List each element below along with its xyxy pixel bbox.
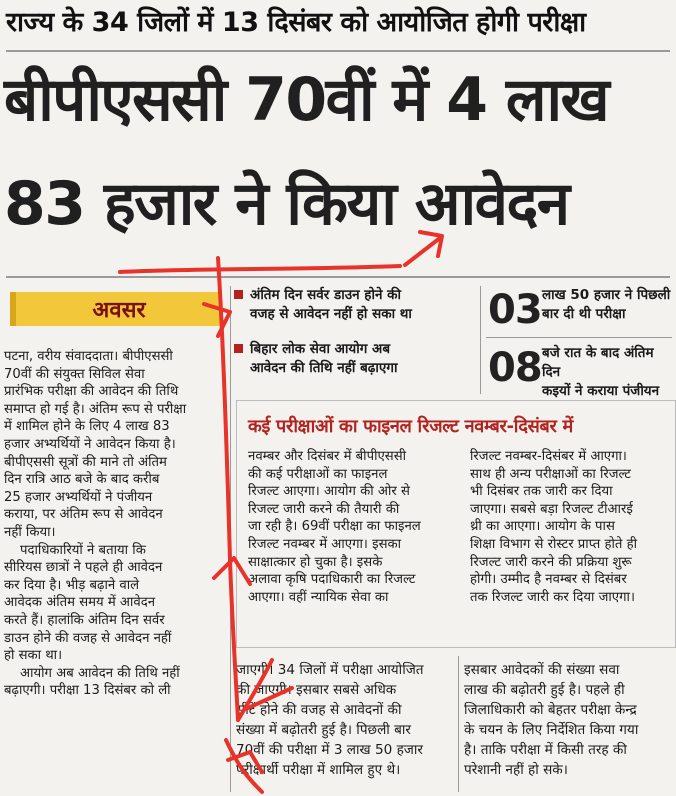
bullet-line: आवेदन की तिथि नहीं बढ़ाएगा: [250, 360, 398, 376]
text-line: जाएगा। सबसे बड़ा रिजल्ट टीआरई: [470, 501, 633, 517]
text-line: कर दिया है। भीड़ बढ़ाने वाले: [4, 577, 140, 593]
text-line: तक रिजल्ट जारी कर दिया जाएगा।: [470, 589, 635, 605]
text-line: परेशानी नहीं हो सके।: [464, 762, 568, 778]
text-line: थ्री का आएगा। आयोग के पास: [470, 519, 615, 535]
text-line: जाएगी। 34 जिलों में परीक्षा आयोजित: [236, 662, 424, 678]
bullet-point: [250, 340, 472, 378]
stat-number: 08: [488, 345, 542, 391]
text-line: 70वीं की परीक्षा में 3 लाख 50 हजार: [236, 742, 423, 758]
text-line: रिजल्ट आएगा। आयोग की ओर से: [248, 484, 410, 500]
text-line: रिजल्ट जारी करने की तैयारी की: [248, 501, 400, 517]
text-line: पटना, वरीय संवाददाता। बीपीएससी: [4, 349, 173, 364]
text-line: साथ ही अन्य परीक्षाओं का रिजल्ट: [470, 466, 631, 482]
stats-divider: [480, 286, 481, 394]
text-line: शिक्षा विभाग से रोस्टर प्राप्त होते ही: [470, 536, 638, 552]
text-line: 70वीं की संयुक्त सिविल सेवा: [4, 366, 145, 382]
text-line: के चयन के लिए निर्देशित किया गया: [464, 722, 639, 738]
text-line: आवेदक अंतिम समय में आवेदन: [4, 595, 156, 611]
divider: [6, 50, 670, 52]
text-line: इसबार आवेदकों की संख्या सवा: [464, 662, 620, 678]
text-line: आयोग अब आवेदन की तिथि नहीं: [20, 665, 180, 681]
text-line: समाप्त हो गई है। अंतिम रूप से परीक्षा: [4, 401, 187, 417]
text-line: बढ़ाएगी। परीक्षा 13 दिसंबर को ली: [4, 683, 171, 699]
text-line: परीक्षार्थी परीक्षा में शामिल हुए थे।: [236, 762, 401, 778]
text-line: नवम्बर और दिसंबर में बीपीएससी: [248, 449, 407, 464]
headline-line-1: बीपीएससी 70वीं में 4 लाख: [4, 65, 609, 135]
text-line: सीटें होने की वजह से आवेदनों की: [236, 702, 402, 718]
stat-number: 03: [488, 287, 542, 333]
sub-story-heading: कई परीक्षाओं का फाइनल रिजल्ट नवम्बर-दिसंबर में: [248, 416, 573, 437]
stat-text-line: लाख 50 हजार ने पिछली: [542, 287, 671, 303]
right-column: [464, 660, 672, 780]
stats-divider: [486, 337, 672, 338]
text-line: नहीं किया।: [4, 524, 56, 540]
kicker-headline: राज्य के 34 जिलों में 13 दिसंबर को आयोजित होगी परीक्षा: [6, 7, 586, 38]
section-tag: अवसर: [10, 292, 222, 326]
text-line: हो सका था।: [4, 648, 63, 664]
text-line: भी दिसंबर तक जारी कर दिया: [470, 484, 613, 500]
stat-text-line: कइयों ने कराया पंजीयन: [542, 383, 660, 399]
text-line: में शामिल होने के लिए 4 लाख 83: [4, 419, 170, 435]
text-line: 25 हजार अभ्यर्थियों ने पंजीयन: [4, 489, 153, 505]
text-line: आएगा। वहीं न्यायिक सेवा का: [248, 589, 389, 605]
text-line: रिजल्ट जारी करने की प्रक्रिया शुरू: [470, 554, 632, 570]
column-divider: [230, 286, 231, 792]
middle-column: [236, 660, 456, 780]
left-column: [4, 348, 226, 700]
headline-line-2: 83 हजार ने किया आवेदन: [4, 169, 569, 239]
text-line: करते हैं। हालांकि अंतिम दिन सर्वर: [4, 612, 165, 628]
stat-text-line: बजे रात के बाद अंतिम दिन: [542, 345, 654, 380]
text-line: कराया, पर अंतिम रूप से आवेदन: [4, 507, 163, 523]
text-line: प्रारंभिक परीक्षा की आवेदन की तिथि: [4, 384, 179, 400]
text-line: की कई परीक्षाओं का फाइनल: [248, 466, 388, 482]
bullet-square-icon: [234, 344, 243, 353]
stat-text-line: बार दी थी परीक्षा: [542, 306, 626, 322]
bullet-point: [250, 286, 472, 324]
divider: [6, 276, 670, 278]
text-line: जिलाधिकारी को बेहतर परीक्षा केन्द्र: [464, 702, 637, 718]
text-line: डाउन होने की वजह से आवेदन नहीं: [4, 630, 172, 646]
text-line: अलावा कृषि पदाधिकारी का रिजल्ट: [248, 572, 416, 588]
bullet-line: वजह से आवेदन नहीं हो सका था: [250, 306, 412, 322]
text-line: हजार अभ्यर्थियों ने आवेदन किया है।: [4, 436, 176, 452]
text-line: साक्षात्कार हो चुका है। इसके: [248, 554, 383, 570]
stat-text: [542, 286, 674, 324]
text-line: बीपीएससी सूत्रों की माने तो अंतिम: [4, 454, 167, 470]
text-line: की जाएगी। इसबार सबसे अधिक: [236, 682, 397, 698]
bullet-square-icon: [234, 290, 243, 299]
text-line: पदाधिकारियों ने बताया कि: [20, 542, 146, 558]
stat-block: [486, 342, 672, 399]
bullet-line: बिहार लोक सेवा आयोग अब: [250, 341, 391, 357]
text-line: दिन रात्रि आठ बजे के बाद करीब: [4, 472, 160, 488]
text-line: लाख की बढ़ोतरी हुई है। पहले ही: [464, 682, 625, 698]
stat-text: [542, 344, 674, 401]
text-line: संख्या में बढ़ोतरी हुई है। पिछली बार: [236, 722, 411, 738]
text-line: सीरियस छात्रों ने पहले ही आवेदन: [4, 560, 163, 576]
text-line: रिजल्ट नवम्बर-दिसंबर में आएगा।: [470, 449, 627, 464]
stat-block: [486, 286, 672, 336]
sub-story-right: [470, 448, 670, 606]
sub-story-left: [248, 448, 460, 606]
text-line: है। ताकि परीक्षा में किसी तरह की: [464, 742, 627, 758]
text-line: होगी। उम्मीद है नवम्बर से दिसंबर: [470, 572, 627, 588]
text-line: रिजल्ट नवम्बर में आएगा। इसका: [248, 536, 402, 552]
text-line: जा रही है। 69वीं परीक्षा का फाइनल: [248, 519, 421, 535]
bullet-line: अंतिम दिन सर्वर डाउन होने की: [250, 287, 402, 303]
column-divider: [458, 656, 459, 792]
